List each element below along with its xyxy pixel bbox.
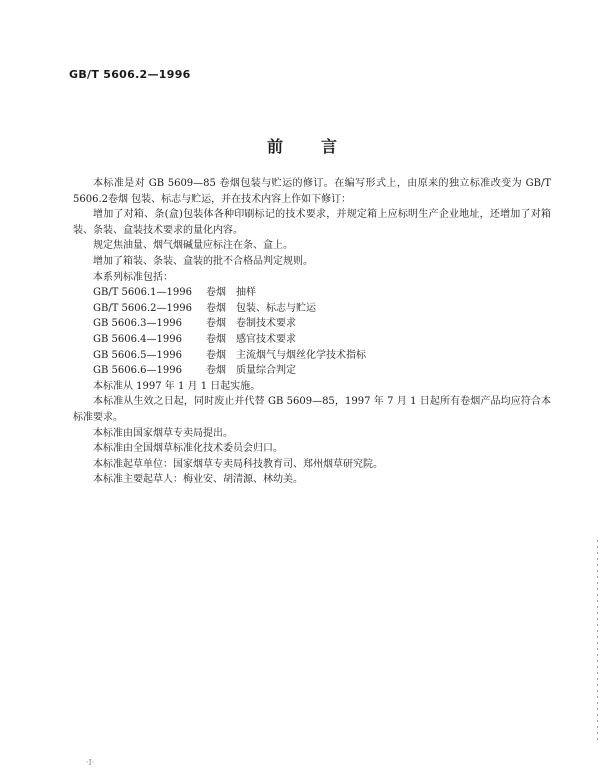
paragraph-proposed-by: 本标准由国家烟草专卖局提出。 <box>93 427 233 439</box>
standard-title: 卷烟 卷制技术要求 <box>206 318 296 330</box>
paragraph-drafting-units: 本标准起草单位：国家烟草专卖局科技教育司、郑州烟草研究院。 <box>93 458 383 470</box>
list-item <box>73 301 551 317</box>
paragraph-nonconforming-rules: 增加了箱装、条装、盒装的批不合格品判定规则。 <box>93 255 313 267</box>
list-item <box>73 316 551 332</box>
paragraph-replacement: 本标准从生效之日起，同时废止并代替 GB 5609—85，1997 年 7 月 1 日起所有卷烟产品均应符合本标准要求。 <box>73 396 551 423</box>
list-item <box>73 348 551 364</box>
list-item <box>73 332 551 348</box>
foreword-body <box>73 176 551 488</box>
section-title: 前言 <box>267 137 376 156</box>
list-item <box>73 285 551 301</box>
paragraph-drafters: 本标准主要起草人：梅业安、胡清源、林幼美。 <box>93 474 303 486</box>
standard-number: GB 5606.5—1996 <box>93 349 182 361</box>
standard-number: GB 5606.3—1996 <box>93 318 182 330</box>
page-number-mark: ·Ⅰ· <box>86 758 95 767</box>
standard-title: 卷烟 质量综合判定 <box>206 365 296 377</box>
standard-title: 卷烟 包装、标志与贮运 <box>206 302 316 314</box>
paragraph-series-intro: 本系列标准包括： <box>93 271 173 283</box>
standard-title: 卷烟 主流烟气与烟丝化学技术指标 <box>206 349 366 361</box>
paragraph-tar-labeling: 规定焦油量、烟气烟碱量应标注在条、盒上。 <box>93 240 293 252</box>
standard-number: GB 5606.4—1996 <box>93 333 182 345</box>
list-item <box>73 363 551 379</box>
paragraph-revision-intro: 本标准是对 GB 5609—85 卷烟包装与贮运的修订。在编写形式上，由原来的独立标准改变为 GB/T 5606.2卷烟 包装、标志与贮运，并在技术内容上作如下修订： <box>73 178 551 205</box>
standard-title: 卷烟 感官技术要求 <box>206 333 296 345</box>
standard-number: GB/T 5606.2—1996 <box>93 302 192 314</box>
standard-series-list <box>73 285 551 379</box>
standard-title: 卷烟 抽样 <box>206 287 256 299</box>
standard-number: GB/T 5606.1—1996 <box>93 287 192 299</box>
document-code: GB/T 5606.2—1996 <box>69 68 191 81</box>
standard-number: GB 5606.6—1996 <box>93 365 182 377</box>
scan-edge-artifact <box>597 540 598 740</box>
paragraph-managed-by: 本标准由全国烟草标准化技术委员会归口。 <box>93 443 283 455</box>
paragraph-effective-date: 本标准从 1997 年 1 月 1 日起实施。 <box>93 380 261 392</box>
paragraph-printing-requirements: 增加了对箱、条(盒)包装体各种印刷标记的技术要求，并规定箱上应标明生产企业地址，还增加了对箱装、条装、盒装技术要求的量化内容。 <box>73 209 551 236</box>
